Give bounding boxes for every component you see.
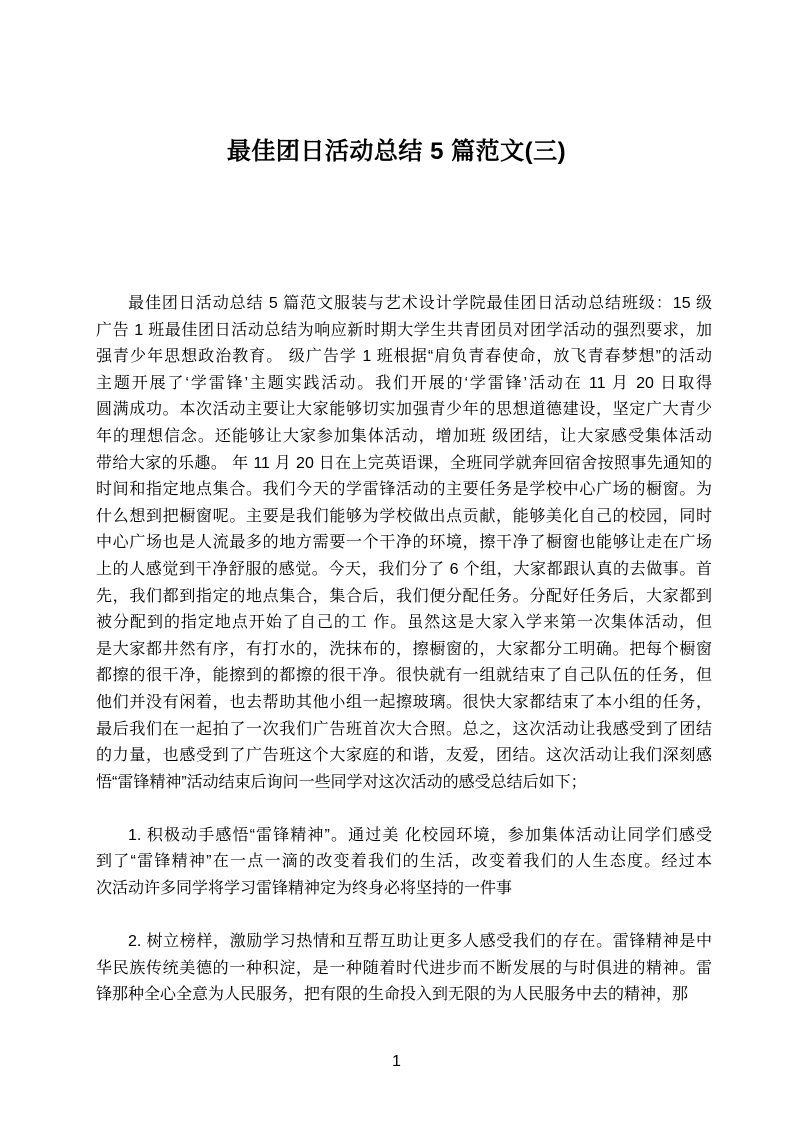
- text-line: 中心广场也是人流最多的地方需要一个干净的环境，擦干净了橱窗也能够让走在广场: [96, 534, 712, 552]
- text-line: 的力量，也感受到了广告班这个大家庭的和谐，友爱，团结。这次活动让我们深刻感: [96, 747, 712, 765]
- text-line: 年的理想信念。还能够让大家参加集体活动，增加班 级团结，让大家感受集体活动: [96, 427, 712, 445]
- text-line: 是大家都井然有序，有打水的，洗抹布的，擦橱窗的，大家都分工明确。把每个橱窗: [96, 640, 712, 658]
- text-line: 最后我们在一起拍了一次我们广告班首次大合照。总之，这次活动让我感受到了团结: [96, 720, 712, 738]
- document-title: 最佳团日活动总结 5 篇范文(三): [226, 138, 567, 165]
- text-line: 都擦的很干净，能擦到的都擦的很干净。很快就有一组就结束了自己队伍的任务，但: [96, 667, 712, 685]
- text-line: 悟“雷锋精神”活动结束后询问一些同学对这次活动的感受总结后如下；: [96, 773, 587, 791]
- paragraph: [96, 291, 712, 796]
- text-line: 华民族传统美德的一种积淀，是一种随着时代进步而不断发展的与时俱进的精神。雷: [96, 959, 712, 977]
- text-line: 带给大家的乐趣。 年 11 月 20 日在上完英语课，全班同学就奔回宿舍按照事先通知的: [96, 454, 712, 472]
- text-line: 最佳团日活动总结 5 篇范文服装与艺术设计学院最佳团日活动总结班级：15 级: [128, 295, 712, 312]
- text-line: 他们并没有闲着，也去帮助其他小组一起擦玻璃。很快大家都结束了本小组的任务，: [96, 693, 712, 711]
- text-line: 被分配到的指定地点开始了自己的工 作。虽然这是大家入学来第一次集体活动，但: [96, 614, 712, 632]
- text-line: 1. 积极动手感悟“雷锋精神”。通过美 化校园环境，参加集体活动让同学们感受: [128, 826, 712, 844]
- text-line: 2. 树立榜样，激励学习热情和互帮互助让更多人感受我们的存在。雷锋精神是中: [128, 933, 712, 951]
- paragraph: [96, 823, 712, 903]
- text-line: 什么想到把橱窗呢。主要是我们能够为学校做出点贡献，能够美化自己的校园，同时: [96, 507, 712, 525]
- document-body: [96, 291, 712, 1036]
- text-line: 先，我们都到指定的地点集合，集合后，我们便分配任务。分配好任务后，大家都到: [96, 587, 712, 605]
- text-line: 时间和指定地点集合。我们今天的学雷锋活动的主要任务是学校中心广场的橱窗。为: [96, 481, 712, 499]
- paragraph: [96, 929, 712, 1009]
- text-line: 锋那种全心全意为人民服务，把有限的生命投入到无限的为人民服务中去的精神，那: [96, 986, 689, 1004]
- text-line: 到了“雷锋精神”在一点一滴的改变着我们的生活，改变着我们的人生态度。经过本: [96, 853, 712, 871]
- page-number: 1: [392, 1053, 401, 1070]
- text-line: 圆满成功。本次活动主要让大家能够切实加强青少年的思想道德建设，坚定广大青少: [96, 401, 712, 419]
- text-line: 主题开展了‘学雷锋’主题实践活动。我们开展的‘学雷锋’活动在 11 月 20 日取得: [96, 374, 712, 392]
- text-line: 上的人感觉到干净舒服的感觉。今天，我们分了 6 个组，大家都跟认真的去做事。首: [96, 560, 712, 578]
- text-line: 强青少年思想政治教育。 级广告学 1 班根据“肩负青春使命，放飞青春梦想”的活动: [96, 348, 712, 366]
- text-line: 次活动许多同学将学习雷锋精神定为终身必将坚持的一件事: [96, 880, 513, 898]
- text-line: 广告 1 班最佳团日活动总结为响应新时期大学生共青团员对团学活动的强烈要求，加: [96, 321, 712, 339]
